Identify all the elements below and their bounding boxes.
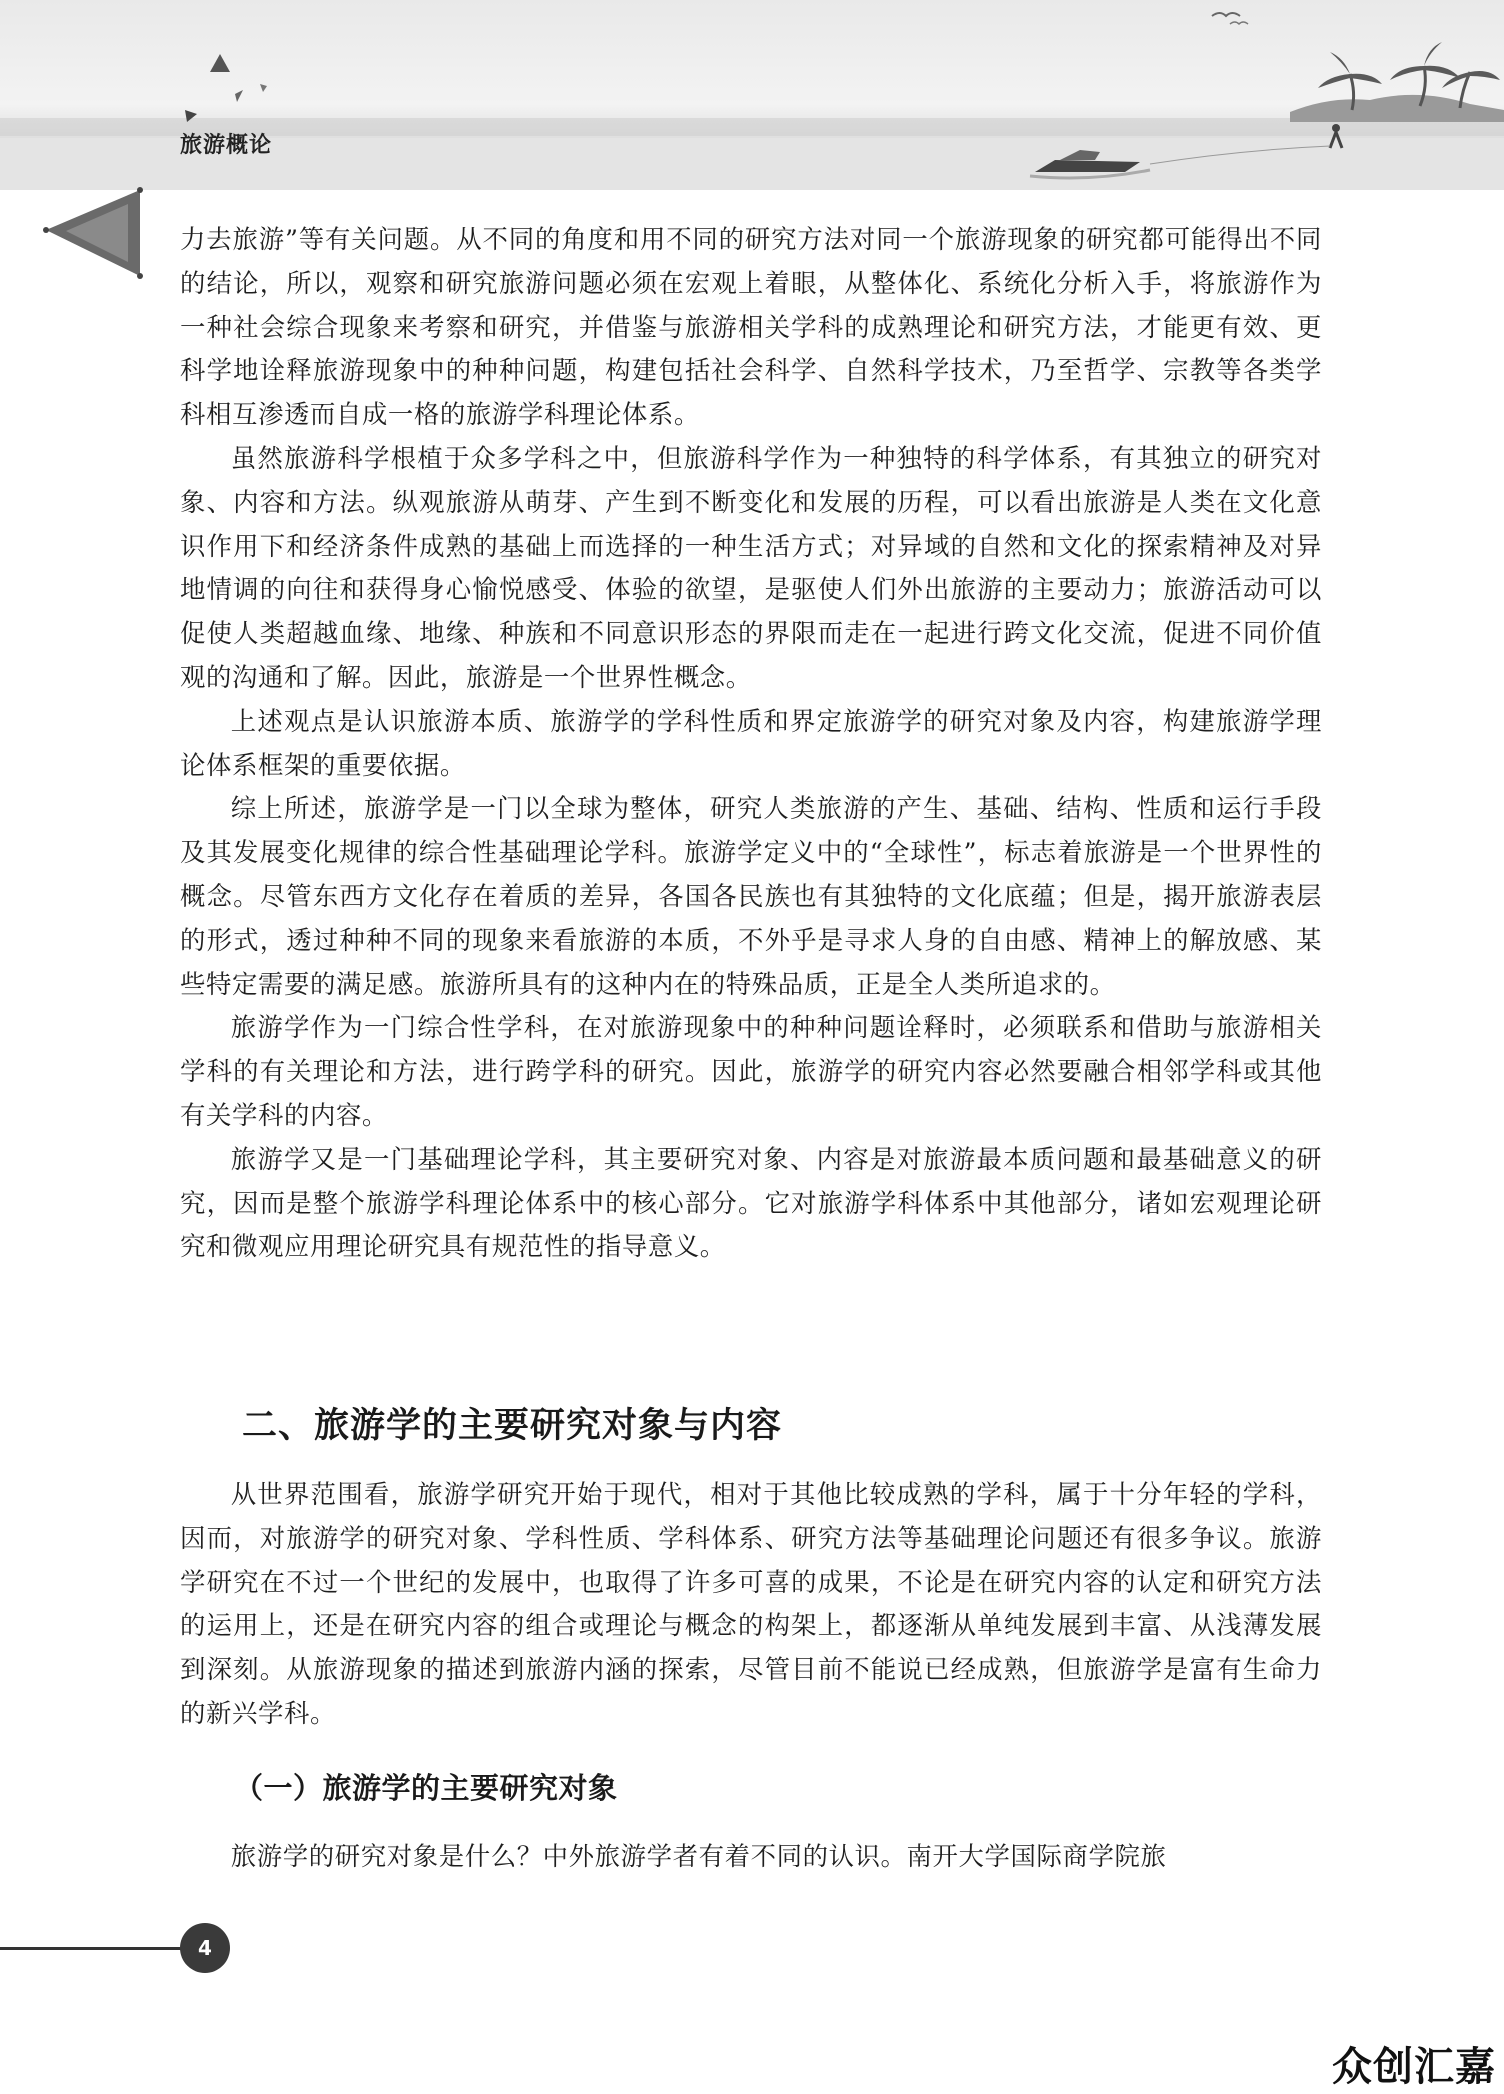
paragraph-continued: 力去旅游”等有关问题。从不同的角度和用不同的研究方法对同一个旅游现象的研究都可能得出不同的结论，所以，观察和研究旅游问题必须在宏观上着眼，从整体化、系统化分析入手，将旅游作为一种社会综合现象来考察和研究，并借鉴与旅游相关学科的成熟理论和研究方法，才能更有效、更科学地诠释旅游现象中的种种问题，构建包括社会科学、自然科学技术，乃至哲学、宗教等各类学科相互渗透而自成一格的旅游学科理论体系。 [180,224,1322,430]
paragraph: 旅游学的研究对象是什么？中外旅游学者有着不同的认识。南开大学国际商学院旅 [230,1841,1167,1871]
running-header-book-title: 旅游概论 [180,133,273,158]
paragraph: 从世界范围看，旅游学研究开始于现代，相对于其他比较成熟的学科，属于十分年轻的学科，因而，对旅游学的研究对象、学科性质、学科体系、研究方法等基础理论问题还有很多争议。旅游学研究在不过一个世纪的发展中，也取得了许多可喜的成果，不论是在研究内容的认定和研究方法的运用上，还是在研究内容的组合或理论与概念的构架上，都逐渐从单纯发展到丰富、从浅薄发展到深刻。从旅游现象的描述到旅游内涵的探索，尽管目前不能说已经成熟，但旅游学是富有生命力的新兴学科。 [180,1479,1322,1728]
subsection-body [180,1835,1322,1879]
page-number-badge: 4 [180,1923,230,1973]
section-heading: 二、旅游学的主要研究对象与内容 [242,1406,783,1446]
paragraph: 虽然旅游科学根植于众多学科之中，但旅游科学作为一种独特的科学体系，有其独立的研究对象、内容和方法。纵观旅游从萌芽、产生到不断变化和发展的历程，可以看出旅游是人类在文化意识作用下和经济条件成熟的基础上而选择的一种生活方式；对异域的自然和文化的探索精神及对异地情调的向往和获得身心愉悦感受、体验的欲望，是驱使人们外出旅游的主要动力；旅游活动可以促使人类超越血缘、地缘、种族和不同意识形态的界限而走在一起进行跨文化交流，促进不同价值观的沟通和了解。因此，旅游是一个世界性概念。 [180,442,1322,692]
section-body [180,1473,1322,1736]
footer-rule [0,1947,185,1950]
body-text-top [180,218,1322,1269]
watermark-logo-text: 众创汇嘉 [1332,2044,1496,2090]
paragraph: 旅游学作为一门综合性学科，在对旅游现象中的种种问题诠释时，必须联系和借助与旅游相关学科的有关理论和方法，进行跨学科的研究。因此，旅游学的研究内容必然要融合相邻学科或其他有关学科的内容。 [180,1012,1322,1130]
page-header-banner [0,0,1504,190]
paragraph: 综上所述，旅游学是一门以全球为整体，研究人类旅游的产生、基础、结构、性质和运行手段及其发展变化规律的综合性基础理论学科。旅游学定义中的“全球性”，标志着旅游是一个世界性的概念。尽管东西方文化存在着质的差异，各国各民族也有其独特的文化底蕴；但是，揭开旅游表层的形式，透过种种不同的现象来看旅游的本质，不外乎是寻求人身的自由感、精神上的解放感、某些特定需要的满足感。旅游所具有的这种内在的特殊品质，正是全人类所追求的。 [180,793,1322,999]
subsection-heading: （一）旅游学的主要研究对象 [234,1771,618,1805]
corner-triangle-ornament [40,184,150,284]
decorative-triangles [175,50,295,130]
paragraph: 上述观点是认识旅游本质、旅游学的学科性质和界定旅游学的研究对象及内容，构建旅游学理论体系框架的重要依据。 [180,705,1322,780]
paragraph: 旅游学又是一门基础理论学科，其主要研究对象、内容是对旅游最本质问题和最基础意义的研究，因而是整个旅游学科理论体系中的核心部分。它对旅游学科体系中其他部分，诸如宏观理论研究和微观应用理论研究具有规范性的指导意义。 [180,1143,1322,1262]
